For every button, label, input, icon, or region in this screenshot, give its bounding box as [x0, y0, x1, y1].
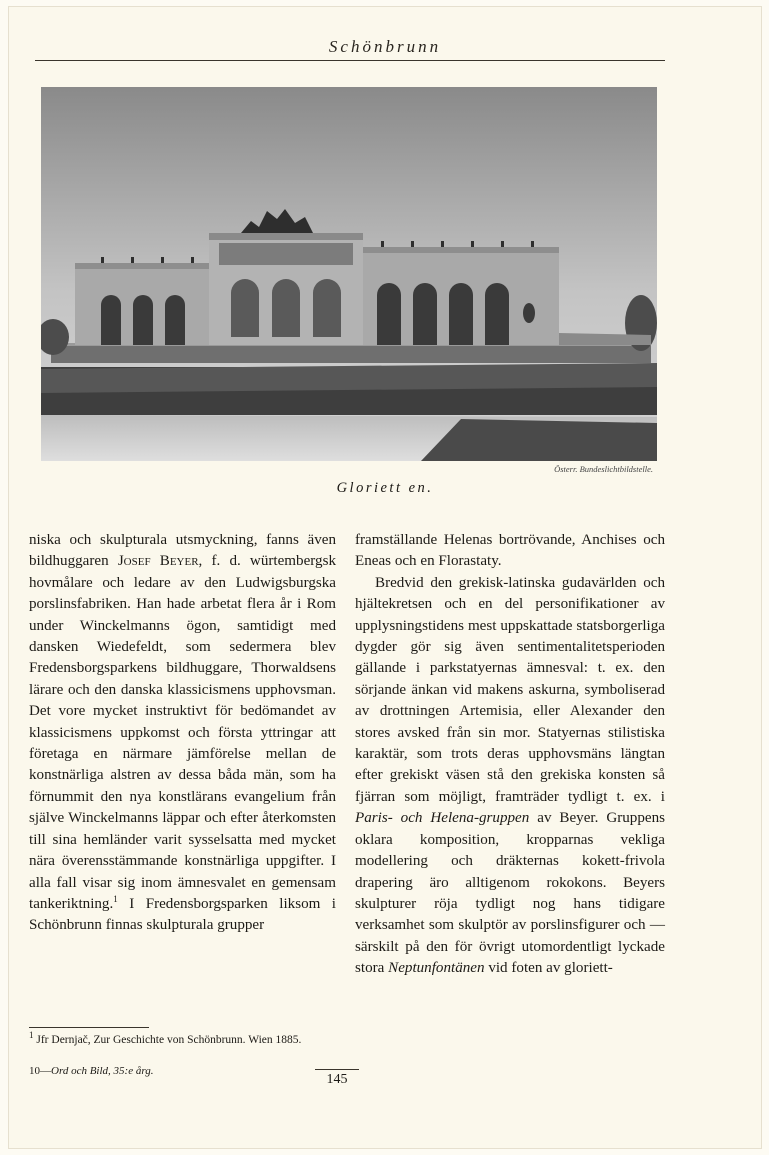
right-column	[355, 530, 665, 980]
footnote-marker: 1	[113, 893, 118, 904]
photo-credit: Österr. Bundeslichtbildstelle.	[554, 464, 653, 474]
photo-gloriette	[41, 87, 657, 461]
footnote-rule	[29, 1027, 149, 1028]
page-number: 145	[315, 1069, 359, 1088]
printer-signature: 10—Ord och Bild, 35:e årg.	[29, 1065, 154, 1077]
paragraph: Bredvid den grekisk-latinska gudavärlden och hjältekretsen och en del personifikationer av upplysningstidens mest uppskattade statsborgerliga dygder gör sig även sentimentalitetsperioden gällande i parkstatyernas ämnesval: t. ex. den sörjande änkan vid makens askurna, symboliserad av drottningen Artemisia, eller Alexander den stores avsked från sin mor. Statyernas stilistiska karaktär, som trots deras upphovsmäns längtan efter grekiskt väsen stå den grekiska konsten så fjärran som möjligt, framträder tydligt t. ex. i Paris- och Helena-gruppen av Beyer. Gruppens oklara komposition, kropparnas vekliga modellering och dräkternas kokett-frivola drapering äro alltigenom rokokons. Beyers skulpturer röja tydligt nog hans tidigare verksamhet som skulptör av porslinsfigurer och — särskilt på den för övrigt utomordentligt lyckade stora Neptunfontänen vid foten av gloriett-	[355, 574, 666, 977]
running-head: Schönbrunn	[328, 37, 442, 56]
left-column	[29, 530, 336, 937]
emphasis: Neptunfontänen	[388, 960, 485, 977]
footnote: $^1$ Jfr Dernjač, Zur Geschichte von Schönbrunn. Wien 1885.	[29, 1030, 302, 1046]
person-name: Josef Beyer	[117, 553, 199, 570]
paragraph: framställande Helenas bortrövande, Anchises och Eneas och en Florastaty.	[355, 532, 665, 570]
photo-caption: Gloriett en.	[336, 480, 434, 496]
header-rule	[35, 60, 665, 61]
paragraph: niska och skulpturala utsmyckning, fanns även bildhuggaren Josef Beyer, f. d. würtembergsk hovmålare och ledare av den Ludwigsburgska porslinsfabriken. Han hade arbetat flera år i Rom under Winckelmanns ögon, samtidigt med dansken Wiedefeldt, som sedermera blev Fredensborgsparkens bildhuggare, Thorwaldsens lärare och den danska klassicismens upphovsman. Det vore mycket instruktivt för bedömandet av klassicismens uppkomst och första yttringar att företaga en närmare jämförelse mellan de konstnärliga alstren av dessa båda män, som ha förnummit den nya konstlärans evangelium från själve Winckelmanns läppar och efter återkomsten till sina hemländer varit sysselsatta med mycket nära överensstämmande konstnärliga uppgifter. I alla fall visar sig inom ämnesvalet en gemensam tankeriktning.$^1$ I Fredensborgsparken liksom i Schönbrunn finnas skulpturala grupper	[29, 532, 336, 934]
photo-illustration	[41, 87, 657, 461]
page	[8, 6, 762, 1149]
emphasis: Paris- och Helena-gruppen	[355, 810, 530, 827]
